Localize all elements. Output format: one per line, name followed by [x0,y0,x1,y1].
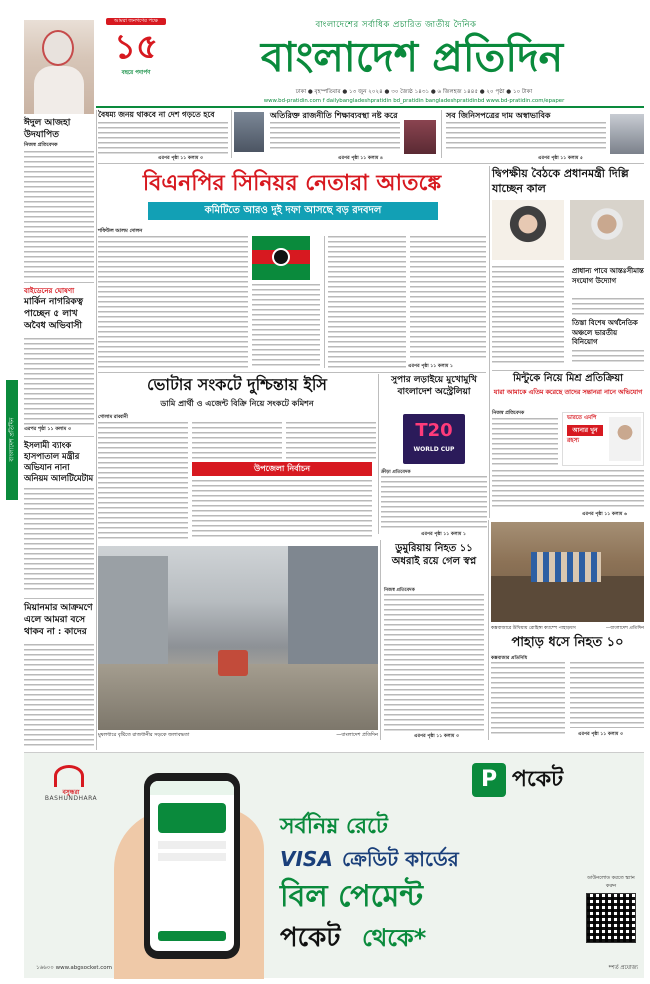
top-strip-divider [98,163,644,164]
lead-page-ref: এরপর পৃষ্ঠা ১১ কলাম ১ [408,364,453,369]
biden-kicker: বাইডেনের ঘোষণা [24,287,75,295]
phone-card [158,803,226,833]
left-column [24,20,94,750]
side-strip [6,380,18,500]
rain-caption: মুষলধারে বৃষ্টিতে রাজধানীর সড়কে জলাবদ্ধতা [98,732,190,738]
phone-app-bar [150,781,234,795]
ad-footer-left: ১৬৬০০ www.abgsocket.com [36,965,112,971]
mintu-subheadline: যারা আমাকে এতিম করেছে তাদের সন্তানরা নানে অভিযোগ [493,389,643,396]
leader-photo [610,114,644,154]
road-headline: ডুমুরিয়ায় নিহত ১১ অধরাই রয়ে গেল স্বপ্ন [391,543,477,567]
ec-text-col3 [286,422,376,460]
bashundhara-logo-icon [54,765,84,787]
mintu-byline: নিজস্ব প্রতিবেদক [492,411,525,416]
side-strip-label: বাংলাদেশ প্রতিদিন [8,417,16,462]
top-divider-2 [441,110,442,158]
delhi-side1-text [572,298,644,316]
pocket-logo [472,763,622,799]
landslide-credit: —বাংলাদেশ প্রতিদিন [605,626,644,631]
ad-line3: বিল পেমেন্ট [280,879,423,914]
ad-line4-rest: থেকে* [362,924,427,952]
ad-visa-line [280,845,600,875]
top-story3-page-ref: এরপর পৃষ্ঠা ১১ কলাম ৫ [538,156,583,161]
landslide-page-ref: এরপর পৃষ্ঠা ১১ কলাম ৩ [578,732,623,737]
child-body-shape [34,66,84,114]
road-story [384,542,484,742]
phone-field-1 [158,841,226,849]
lead-byline: শফিউল আলম দোলন [98,228,143,234]
mintu-top-divider [492,370,644,371]
cricket-headline: সুপার লড়াইয়ে মুখোমুখি বাংলাদেশ অস্ট্রেলিয়া [391,375,477,397]
phone-mockup [144,773,240,959]
pocket-logo-name: পকেট [512,767,564,792]
anniversary-badge [100,18,172,84]
masthead-divider [96,106,644,108]
lead-subheadline-bar [148,202,438,220]
ec-byline: গোলাম রাব্বানী [98,415,128,420]
lead-text-col4 [410,236,486,360]
qr-caption: ডাউনলোড করতে স্ক্যান করুন [587,875,635,889]
landslide-byline: কক্সবাজার প্রতিনিধি [491,656,528,661]
top-story3-headline: সব জিনিসপত্রের দাম অস্বাভাবিক [446,110,551,120]
cricket-story [381,374,487,540]
road-divider [380,540,381,740]
cricket-page-ref: এরপর পৃষ্ঠা ১১ কলাম ১ [421,532,466,537]
top-story2-page-ref: এরপর পৃষ্ঠা ১১ কলাম ৪ [338,156,383,161]
delhi-side1: প্রাধান্য পাবে আন্তঃসীমান্ত সংযোগ উদ্যোগ [572,266,644,285]
rain-building-right [288,546,378,666]
masthead-dateline: ঢাকা ● বৃহস্পতিবার ● ১৩ জুন ২০২৪ ● ৩০ জ্যৈষ্ঠ ১৪৩১ ● ৬ জিলহজ ১৪৪৫ ● ২০ পৃষ্ঠা ● ১০ টাকা [295,89,533,95]
landslide-mud [491,576,644,622]
top-story1-page-ref: এরপর পৃষ্ঠা ১১ কলাম ৩ [158,156,203,161]
bashundhara-logo [36,765,106,805]
ad-line2: ক্রেডিট কার্ডের [342,847,459,871]
ad-line1: সর্বনিম্ন রেটে [280,814,388,839]
bnp-flag-emblem-icon [272,248,290,266]
left-col-divider [96,110,97,750]
lead-text-col2 [252,284,320,368]
delhi-side2: তিস্তা বিশেষ অর্থনৈতিক অঞ্চলে ভারতীয় বিনিয়োগ [572,318,638,346]
masthead-title: বাংলাদেশ প্রতিদিন [260,33,564,81]
badge-number: ১৫ [113,27,159,67]
lead-headline: বিএনপির সিনিয়র নেতারা আতঙ্কে [142,170,442,196]
ec-box-title-bar [192,462,372,476]
lead-story [98,166,486,370]
top-story1-headline: বৈষম্য জনয় থাকবে না দেশ গড়তে হবে [98,110,215,119]
mintu-page-ref: এরপর পৃষ্ঠা ১১ কলাম ৬ [582,512,627,517]
delhi-headline: দ্বিপক্ষীয় বৈঠকে প্রধানমন্ত্রী দিল্লি যাচ্ছেন কাল [492,167,629,195]
rain-building-left [98,556,168,666]
ec-subheadline: ডামি প্রার্থী ও এজেন্ট বিক্রি নিয়ে সংকটে কমিশন [160,399,314,408]
mintu-box-label2: আনার খুন [567,425,603,436]
ec-box-title: উপজেলা নির্বাচন [253,464,311,473]
mintu-text-bottom [492,470,644,510]
landslide-caption: কক্সবাজারে উখিয়ায় রোহিঙ্গা ক্যাম্পে পাহাড়ধস [491,626,576,631]
biden-headline: মার্কিন নাগরিকত্ব পাচ্ছেন ৫ লাখ অবৈধ অভিবাসী [24,297,84,331]
lead-text-col1 [98,236,248,368]
ad-line4-brand: পকেট [280,923,341,953]
left-divider-2 [24,436,94,437]
rain-rickshaw [218,650,248,676]
lead-subheadline: কমিটিতে আরও দুই দফা আসছে বড় রদবদল [204,205,382,216]
hospital-text [24,488,94,592]
mintu-box [562,412,644,466]
professor-photo [404,120,436,154]
masthead-tagline: বাংলাদেশের সর্বাধিক প্রচারিত জাতীয় দৈনিক [315,20,477,30]
t20-logo-text: T20 [415,420,453,441]
ec-cricket-divider [378,374,379,534]
delhi-story [492,166,644,366]
left-divider-3 [24,598,94,599]
landslide-text-col2 [570,662,644,728]
phone-button[interactable] [158,931,226,941]
top-strip [98,110,644,162]
cricket-text [381,476,487,530]
lead-col-divider [324,236,325,368]
top-story3-text [446,122,606,152]
road-byline: নিজস্ব প্রতিবেদক [384,588,415,593]
landslide-headline: পাহাড় ধসে নিহত ১০ [511,635,624,650]
ec-headline: ভোটার সংকটে দুশ্চিন্তায় ইসি [147,375,327,394]
top-story2-headline: অতিরিক্ত রাজনীতি শিক্ষাব্যবস্থা নষ্ট করে [270,110,398,120]
minister-photo [234,112,264,152]
masthead-links[interactable]: www.bd-pratidin.com f dailybangladeshpratidin bd_pratidin bangladeshpratidinbd www.bd-pratidin.com/epaper [263,98,565,104]
mintu-story [492,372,644,518]
landslide-photo [491,522,644,622]
top-story1-text [98,122,228,154]
pocket-logo-icon: P [472,763,506,797]
t20-logo [403,414,465,464]
t20-logo-sub: WORLD CUP [413,446,455,453]
mintu-headline: মিন্টুকে নিয়ে মিশ্র প্রতিক্রিয়া [512,373,623,384]
ad-footer-right: *শর্ত প্রযোজ্য [608,965,638,971]
masthead [96,6,644,114]
landslide-rescuers [531,552,601,582]
modi-photo [570,200,644,260]
left-text-1 [24,151,94,279]
mintu-box-label1: ভারতে এমপি [567,415,597,421]
badge-sub: বছরে পদার্পণ [121,70,151,76]
cricket-byline: ক্রীড়া প্রতিবেদক [381,470,411,475]
landslide-text-col1 [491,662,565,736]
biden-page-ref: এরপর পৃষ্ঠা ১১ কলাম ৩ [24,427,71,432]
bnp-flag [252,236,310,280]
mintu-photo [609,417,641,461]
rain-photo [98,546,378,730]
left-report-tag: নিজস্ব প্রতিবেদক [24,142,58,148]
ec-text-col2 [192,422,282,460]
eid-caption: ঈদুল আজহা উদযাপিত [24,118,71,140]
kader-headline: মিয়ানমার আক্রমণে এলে আমরা বসে থাকব না : কাদের [24,603,93,637]
bashundhara-brand-top: বসুন্ধরা [62,789,80,796]
ec-top-divider [98,372,486,373]
ec-text-col1 [98,422,188,540]
child-head-shape [42,30,74,66]
pocket-ad[interactable] [24,752,644,978]
visa-logo: VISA [280,847,333,871]
landslide-divider [488,520,489,740]
biden-text [24,338,94,426]
phone-field-2 [158,853,226,861]
ad-line4 [280,921,600,957]
mintu-box-label3: রহস্য [567,437,580,444]
mintu-text [492,418,558,466]
phone-screen [150,781,234,951]
lead-text-col3 [328,236,406,368]
hospital-headline: ইসলামী ব্যাংক হাসপাতাল মন্ত্রীর অভিযান নানা অনিয়ম আলটিমেটাম [24,440,94,483]
left-divider-1 [24,282,94,283]
ec-box-text [192,480,372,540]
qr-code-icon[interactable] [586,893,636,943]
badge-top-text: আমরা জনগণের পক্ষে [106,18,166,25]
top-divider-1 [231,110,232,158]
delhi-side2-text [572,350,644,362]
hasina-photo [492,200,564,260]
delhi-text-left [492,266,564,364]
bashundhara-brand: BASHUNDHARA [44,795,98,802]
delhi-divider [489,166,490,518]
road-text [384,594,484,732]
kader-text [24,644,94,748]
rain-credit: —বাংলাদেশ প্রতিদিন [336,732,378,738]
top-story2-text [270,122,400,152]
ec-story [98,374,376,540]
road-page-ref: এরপর পৃষ্ঠা ১১ কলাম ৩ [414,734,459,739]
eid-photo [24,20,94,114]
